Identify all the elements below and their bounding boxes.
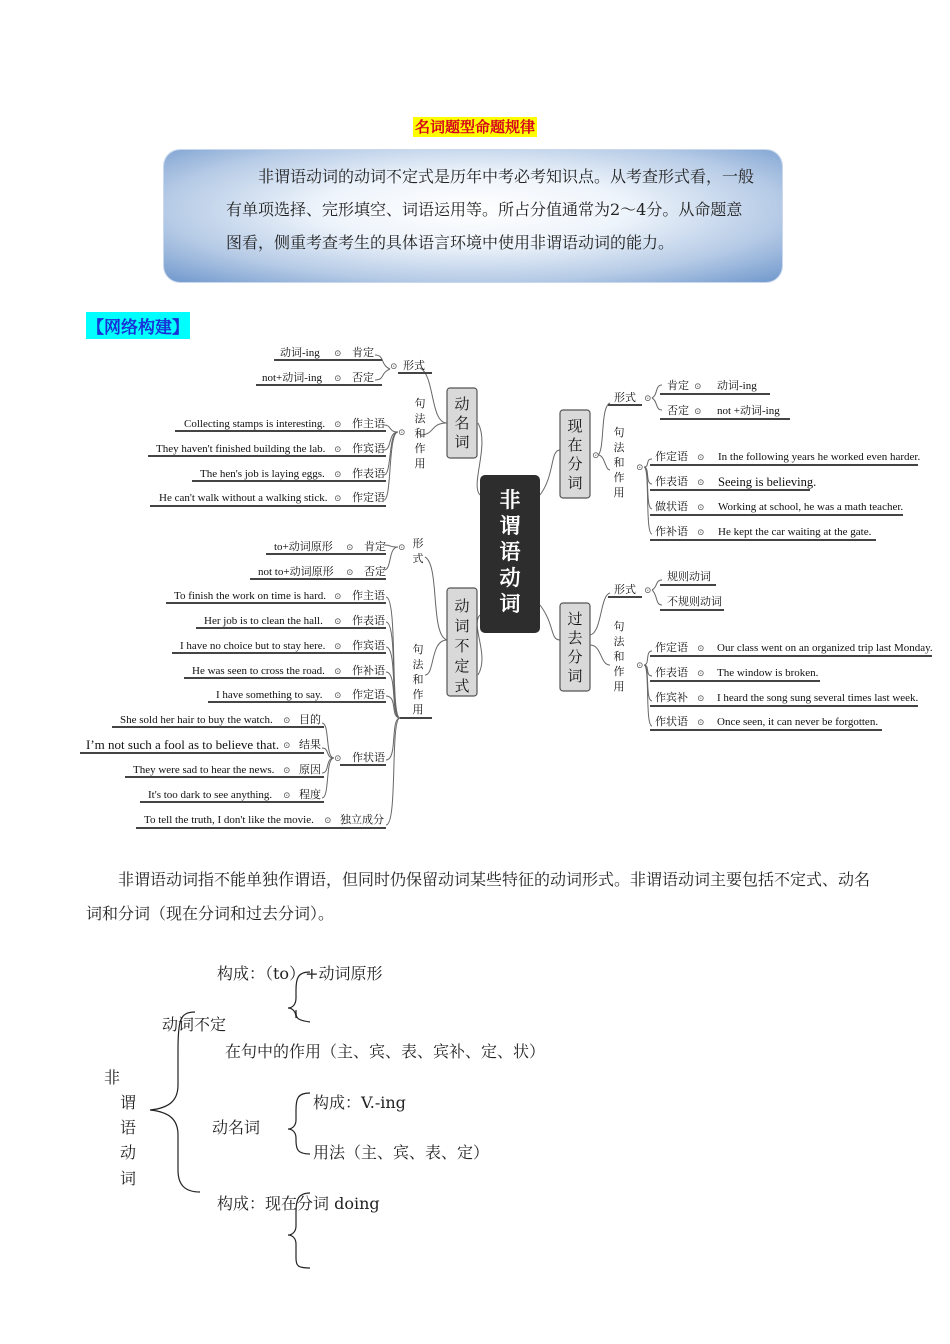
pp-usage-example-3: Working at school, he was a math teacher. (718, 501, 904, 513)
inf-adv-example-4: It's too dark to see anything. (148, 789, 273, 801)
svg-text:⊙: ⊙ (334, 666, 342, 676)
svg-text:⊙: ⊙ (334, 616, 342, 626)
pp-form-label-1: 肯定 (667, 380, 689, 392)
pp-form-label: 形式 (614, 392, 636, 404)
pa-usage-label-2: 作表语 (655, 667, 688, 679)
pp-title-3: 分 (567, 457, 583, 473)
inf-title-5: 式 (454, 679, 470, 695)
inf-usage-label-1: 作主语 (352, 590, 385, 602)
inf-usage-1: 句 (412, 644, 424, 656)
inf-title-1: 动 (454, 599, 470, 615)
inf-usage: 在句中的作用（主、宾、表、宾补、定、状） (225, 1042, 546, 1061)
inf-title-2: 词 (454, 619, 470, 635)
inf-label: 动词不定 (162, 1015, 227, 1034)
svg-text:⊙: ⊙ (697, 527, 705, 537)
pa-title-4: 词 (567, 669, 583, 685)
svg-text:⊙: ⊙ (636, 462, 644, 472)
gerund-form-example-2: not+动词-ing (262, 372, 322, 384)
svg-text:⊙: ⊙ (334, 469, 342, 479)
svg-text:⊙: ⊙ (334, 373, 342, 383)
pa-usage-4: 作 (613, 666, 625, 678)
pp-usage-example-1: In the following years he worked even harder. (718, 451, 921, 463)
pp-title-4: 词 (567, 476, 583, 492)
gerund-usage-example-2: They haven't finished building the lab. (156, 443, 326, 455)
svg-text:⊙: ⊙ (334, 419, 342, 429)
svg-text:⊙: ⊙ (324, 815, 332, 825)
center-text-2: 谓 (499, 514, 521, 538)
center-text-4: 动 (499, 566, 521, 590)
svg-text:⊙: ⊙ (694, 406, 702, 416)
svg-text:⊙: ⊙ (697, 717, 705, 727)
inf-form-example-pos: to+动词原形 (274, 541, 333, 553)
inf-independent-example: To tell the truth, I don't like the movie. (144, 814, 314, 826)
gerund-usage-rows (148, 417, 386, 506)
gerund-usage-4: 作 (414, 443, 426, 455)
inf-usage-example-1: To finish the work on time is hard. (174, 590, 326, 602)
inf-usage-label-4: 作补语 (352, 665, 385, 677)
pa-usage-example-2: The window is broken. (717, 667, 819, 679)
inf-adv-label-1: 目的 (299, 714, 321, 726)
svg-text:⊙: ⊙ (283, 765, 291, 775)
inf-usage-label-2: 作表语 (352, 615, 385, 627)
gerund-construct: 构成：V.-ing (313, 1093, 406, 1112)
center-text-3: 语 (499, 540, 521, 564)
svg-text:⊙: ⊙ (697, 502, 705, 512)
pp-usage-rows (650, 450, 920, 540)
gerund-form-example-1: 动词-ing (280, 347, 320, 359)
pp-usage-label-2: 作表语 (655, 476, 688, 488)
pp-usage-label-3: 做状语 (655, 501, 688, 513)
pa-usage-label-3: 作宾补 (655, 692, 688, 704)
inf-adv-example-2: I’m not such a fool as to believe that. (86, 737, 280, 752)
svg-text:⊙: ⊙ (283, 715, 291, 725)
pa-form-item-1: 规则动词 (667, 571, 711, 583)
root-char-4: 动 (120, 1143, 137, 1162)
svg-text:⊙: ⊙ (398, 542, 406, 552)
intro-box (164, 150, 782, 282)
gerund-form-label: 形式 (403, 360, 425, 372)
gerund-usage-label-2: 作宾语 (352, 443, 385, 455)
svg-text:⊙: ⊙ (283, 790, 291, 800)
svg-text:⊙: ⊙ (398, 427, 406, 437)
center-text-1: 非 (499, 488, 521, 512)
pa-usage-3: 和 (613, 651, 625, 663)
svg-text:⊙: ⊙ (334, 690, 342, 700)
pp-title-2: 在 (567, 438, 583, 454)
inf-usage-rows (166, 589, 386, 702)
svg-text:⊙: ⊙ (697, 452, 705, 462)
pa-form-item-2: 不规则动词 (667, 596, 722, 608)
pa-usage-label-1: 作定语 (655, 642, 688, 654)
mind-map (0, 335, 950, 835)
section-heading: 【网络构建】 (86, 312, 190, 339)
inf-title-3: 不 (454, 639, 470, 655)
svg-text:⊙: ⊙ (644, 393, 652, 403)
pp-usage-example-2: Seeing is believing. (718, 475, 817, 489)
gerund-usage-label-3: 作表语 (352, 468, 385, 480)
inf-usage-example-2: Her job is to clean the hall. (204, 615, 323, 627)
svg-text:⊙: ⊙ (697, 643, 705, 653)
participle-construct: 构成：现在分词 doing (217, 1194, 380, 1213)
pa-usage-2: 法 (613, 636, 625, 648)
inf-adv-label-3: 原因 (299, 764, 321, 776)
pp-usage-2: 法 (613, 442, 625, 454)
pa-usage-example-3: I heard the song sung several times last week. (717, 692, 919, 704)
svg-text:⊙: ⊙ (334, 444, 342, 454)
svg-text:⊙: ⊙ (644, 585, 652, 595)
pa-usage-5: 用 (613, 681, 625, 693)
inf-title-4: 定 (454, 659, 470, 675)
pa-usage-rows (650, 641, 933, 730)
inf-form-label-pos: 肯定 (364, 541, 386, 553)
svg-text:⊙: ⊙ (636, 660, 644, 670)
pa-usage-example-4: Once seen, it can never be forgotten. (717, 716, 879, 728)
inf-usage-5: 用 (412, 704, 424, 716)
pp-form-example-1: 动词-ing (717, 380, 757, 392)
inf-usage-2: 法 (412, 659, 424, 671)
gerund-usage-example-3: The hen's job is laying eggs. (200, 468, 325, 480)
gerund-usage-label-4: 作定语 (352, 492, 385, 504)
inf-adv-label-2: 结果 (299, 739, 321, 751)
svg-text:⊙: ⊙ (334, 591, 342, 601)
svg-text:⊙: ⊙ (334, 753, 342, 763)
root-char-1: 非 (104, 1068, 121, 1087)
inf-adv-label-4: 程度 (299, 789, 321, 801)
gerund-usage-example-1: Collecting stamps is interesting. (184, 418, 326, 430)
definition-paragraph: 非谓语动词指不能单独作谓语，但同时仍保留动词某些特征的动词形式。非谓语动词主要包括不定式、动名词和分词（现在分词和过去分词）。 (86, 870, 871, 923)
root-char-2: 谓 (120, 1093, 137, 1112)
pa-usage-1: 句 (613, 621, 625, 633)
gerund-usage-3: 和 (414, 428, 426, 440)
inf-construct: 构成：（to）+动词原形 (217, 964, 383, 983)
gerund-usage-5: 用 (414, 458, 426, 470)
page-title: 名词题型命题规律 (414, 118, 535, 136)
pp-usage-example-4: He kept the car waiting at the gate. (718, 526, 872, 538)
svg-text:⊙: ⊙ (334, 493, 342, 503)
inf-form-label-neg: 否定 (364, 566, 386, 578)
inf-usage-example-4: He was seen to cross the road. (192, 665, 325, 677)
inf-adv-example-3: They were sad to hear the news. (133, 764, 275, 776)
inf-adv-example-1: She sold her hair to buy the watch. (120, 714, 273, 726)
svg-text:⊙: ⊙ (694, 381, 702, 391)
svg-text:⊙: ⊙ (697, 477, 705, 487)
pp-form-label-2: 否定 (667, 405, 689, 417)
pa-usage-example-1: Our class went on an organized trip last Monday. (717, 642, 933, 654)
inf-usage-example-3: I have no choice but to stay here. (180, 640, 326, 652)
gerund-title-1: 动 (454, 397, 470, 413)
pp-usage-label-1: 作定语 (655, 451, 688, 463)
inf-adverbial-rows (80, 713, 324, 802)
root-char-3: 语 (120, 1118, 137, 1137)
pp-form-example-2: not +动词-ing (717, 405, 780, 417)
inf-form-label-2: 式 (412, 553, 424, 565)
inf-form-label-1: 形 (412, 538, 424, 550)
structure-diagram (0, 950, 950, 1280)
inf-usage-3: 和 (412, 674, 424, 686)
inf-independent-label: 独立成分 (340, 814, 384, 826)
pp-usage-5: 用 (613, 487, 625, 499)
gerund-form-label-2: 否定 (352, 372, 374, 384)
root-char-5: 词 (120, 1169, 137, 1188)
pa-form-label: 形式 (614, 584, 636, 596)
svg-text:⊙: ⊙ (390, 361, 398, 371)
pp-usage-1: 句 (613, 427, 625, 439)
gerund-form-label-1: 肯定 (352, 347, 374, 359)
gerund-usage: 用法（主、宾、表、定） (313, 1143, 490, 1162)
inf-form-example-neg: not to+动词原形 (258, 566, 334, 578)
svg-text:⊙: ⊙ (697, 668, 705, 678)
gerund-title-3: 词 (454, 435, 470, 451)
svg-text:⊙: ⊙ (283, 740, 291, 750)
pa-title-1: 过 (567, 612, 583, 628)
svg-text:⊙: ⊙ (346, 542, 354, 552)
pa-usage-label-4: 作状语 (655, 716, 688, 728)
center-text-5: 词 (499, 592, 521, 616)
intro-text: 非谓语动词的动词不定式是历年中考必考知识点。从考查形式看，一般有单项选择、完形填空、词语运用等。所占分值通常为2～4分。从命题意图看，侧重考查考生的具体语言环境中使用非谓语动词的能力。 (226, 167, 755, 252)
svg-text:⊙: ⊙ (334, 348, 342, 358)
gerund-usage-example-4: He can't walk without a walking stick. (159, 492, 328, 504)
pp-title-1: 现 (567, 419, 583, 435)
pa-title-3: 分 (567, 650, 583, 666)
pp-usage-4: 作 (613, 472, 625, 484)
inf-usage-label-5: 作定语 (352, 689, 385, 701)
inf-usage-label-3: 作宾语 (352, 640, 385, 652)
gerund-usage-label-1: 作主语 (352, 418, 385, 430)
inf-usage-4: 作 (412, 689, 424, 701)
svg-text:⊙: ⊙ (697, 693, 705, 703)
gerund-usage-2: 法 (414, 413, 426, 425)
svg-text:⊙: ⊙ (346, 567, 354, 577)
pp-usage-3: 和 (613, 457, 625, 469)
gerund-usage-1: 句 (414, 398, 426, 410)
inf-adverbial-label: 作状语 (352, 752, 385, 764)
pp-usage-label-4: 作补语 (655, 526, 688, 538)
pa-title-2: 去 (567, 631, 583, 647)
svg-text:⊙: ⊙ (334, 641, 342, 651)
gerund-title-2: 名 (454, 416, 470, 432)
svg-text:⊙: ⊙ (592, 450, 600, 460)
inf-usage-example-5: I have something to say. (216, 689, 323, 701)
gerund-label: 动名词 (212, 1118, 261, 1137)
